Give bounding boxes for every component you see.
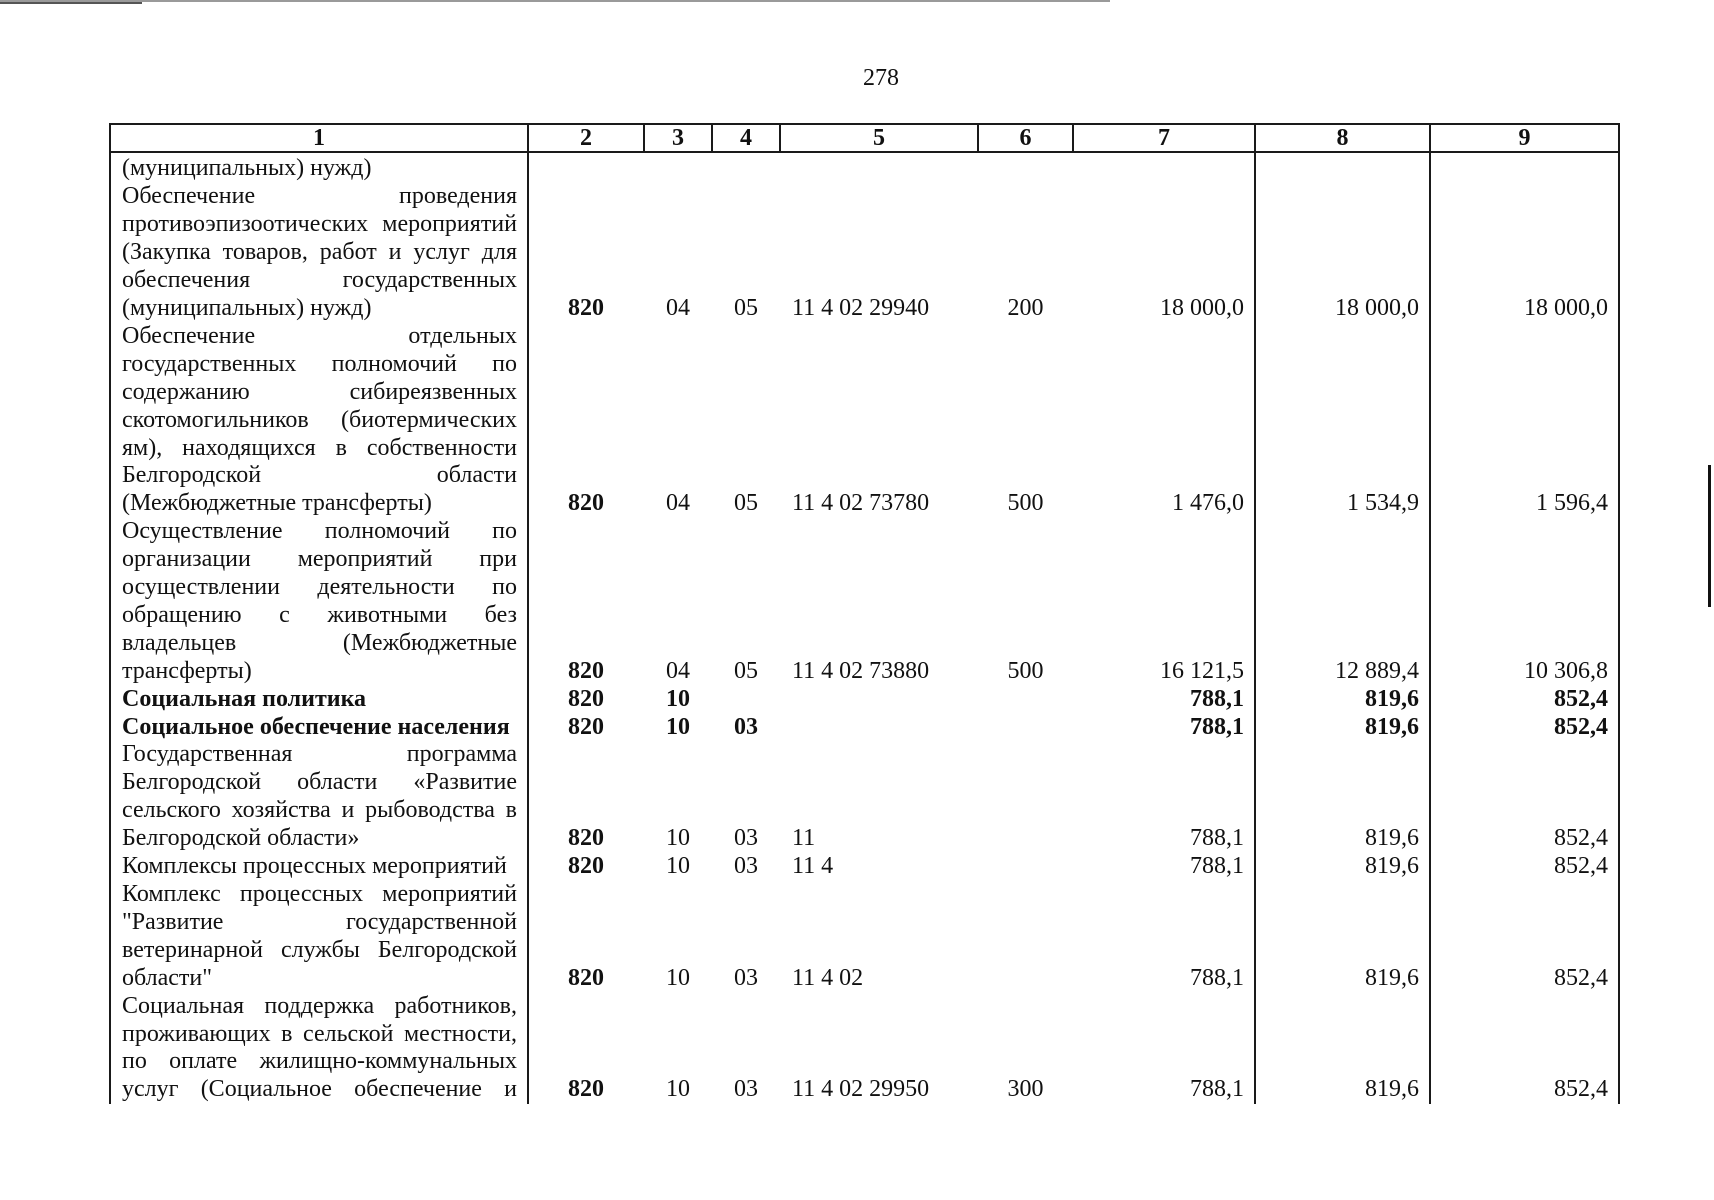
header-cell: 4 xyxy=(740,125,752,151)
target-article-cell: 11 4 02 73880 xyxy=(792,657,930,684)
amount-col7-cell: 788,1 xyxy=(1190,964,1244,991)
label-line: "Развитие государственной xyxy=(122,908,517,935)
header-cell: 5 xyxy=(873,125,885,151)
amount-col7-cell: 788,1 xyxy=(1190,685,1244,712)
label-line: владельцев (Межбюджетные xyxy=(122,629,517,656)
amount-col9-cell: 1 596,4 xyxy=(1536,490,1608,517)
label-line: Социальная поддержка работников, xyxy=(122,992,517,1019)
label-line: осуществлении деятельности по xyxy=(122,574,517,601)
subsection-code-cell: 03 xyxy=(734,964,758,991)
label-line: (Закупка товаров, работ и услуг для xyxy=(122,239,517,266)
section-code-cell: 10 xyxy=(666,853,690,880)
expense-type-cell xyxy=(978,825,1073,853)
ministry-code-cell: 820 xyxy=(568,685,604,712)
label-line: Социальная политика xyxy=(122,685,367,712)
ministry-code-cell: 820 xyxy=(568,490,604,517)
expense-type-cell: 200 xyxy=(1007,294,1044,321)
target-article-cell: 11 4 02 73780 xyxy=(792,490,930,517)
amount-col9-cell: 852,4 xyxy=(1554,713,1608,740)
header-cell: 2 xyxy=(580,125,592,151)
label-line: ветеринарной службы Белгородской xyxy=(122,936,517,963)
row-label xyxy=(110,741,528,853)
amount-col9-cell: 852,4 xyxy=(1554,853,1608,880)
table-row-section xyxy=(110,714,1619,742)
row-label xyxy=(110,714,528,742)
amount-col8-cell: 1 534,9 xyxy=(1347,490,1419,517)
table-row xyxy=(110,993,1619,1105)
amount-col7-cell: 16 121,5 xyxy=(1160,657,1244,684)
section-code-cell: 04 xyxy=(666,657,690,684)
subsection-code-cell: 05 xyxy=(734,294,758,321)
ministry-code-cell: 820 xyxy=(568,825,604,852)
label-line: (муниципальных) нужд) xyxy=(122,294,372,321)
amount-col8-cell: 819,6 xyxy=(1365,964,1419,991)
label-line: обеспечения государственных xyxy=(122,267,517,294)
row-label xyxy=(110,323,528,518)
subsection-code-cell: 03 xyxy=(734,825,758,852)
label-line: (Межбюджетные трансферты) xyxy=(122,490,432,517)
label-line: Комплексы процессных мероприятий xyxy=(122,853,507,880)
row-label xyxy=(110,853,528,881)
table-row xyxy=(110,323,1619,518)
amount-col7-cell: 18 000,0 xyxy=(1160,294,1244,321)
target-article-cell: 11 4 xyxy=(792,853,834,880)
label-line: Осуществление полномочий по xyxy=(122,518,517,545)
section-code-cell: 04 xyxy=(666,294,690,321)
subsection-code-cell: 03 xyxy=(734,713,758,740)
subsection-code-cell: 05 xyxy=(734,490,758,517)
scan-edge-mark xyxy=(1708,465,1711,607)
table-row xyxy=(110,155,1619,183)
header-cell: 1 xyxy=(313,125,325,151)
label-line: проживающих в сельской местности, xyxy=(122,1020,517,1047)
row-label xyxy=(110,155,528,183)
amount-col9-cell: 852,4 xyxy=(1554,964,1608,991)
amount-col9-cell: 852,4 xyxy=(1554,685,1608,712)
subsection-code-cell: 03 xyxy=(734,1076,758,1103)
label-line: Обеспечение отдельных xyxy=(122,322,517,349)
expense-type-cell xyxy=(978,686,1073,714)
header-cell: 9 xyxy=(1518,125,1531,151)
table-row xyxy=(110,881,1619,993)
expense-type-cell: 500 xyxy=(1007,490,1044,517)
label-line: организации мероприятий при xyxy=(122,546,517,573)
target-article-cell xyxy=(780,686,978,714)
row-label xyxy=(110,518,528,685)
section-code-cell: 10 xyxy=(666,825,690,852)
subsection-code-cell xyxy=(712,686,780,714)
amount-col7-cell: 788,1 xyxy=(1190,1076,1244,1103)
row-label xyxy=(110,183,528,323)
label-line: Комплекс процессных мероприятий xyxy=(122,881,517,907)
amount-col9-cell: 18 000,0 xyxy=(1524,294,1608,321)
label-line: ям), находящихся в собственности xyxy=(122,434,517,461)
amount-col8-cell: 819,6 xyxy=(1365,713,1419,740)
row-label xyxy=(110,881,528,993)
label-line: Белгородской области «Развитие xyxy=(122,769,517,796)
table-row xyxy=(110,741,1619,853)
target-article-cell: 11 4 02 29940 xyxy=(792,294,930,321)
label-line: Государственная программа xyxy=(122,741,517,768)
table-row xyxy=(110,853,1619,881)
ministry-code-cell: 820 xyxy=(568,294,604,321)
expense-type-cell xyxy=(978,853,1073,881)
row-label xyxy=(110,993,528,1105)
row-label xyxy=(110,686,528,714)
target-article-cell xyxy=(780,714,978,742)
expense-type-cell: 300 xyxy=(1007,1076,1044,1103)
amount-col8-cell: 18 000,0 xyxy=(1335,294,1419,321)
table-body xyxy=(110,155,1619,1104)
label-line: Белгородской области» xyxy=(122,825,360,852)
section-code-cell: 04 xyxy=(666,490,690,517)
expense-type-cell: 500 xyxy=(1007,657,1044,684)
amount-col8-cell: 819,6 xyxy=(1365,1076,1419,1103)
label-line: (муниципальных) нужд) xyxy=(122,155,372,182)
label-line: области" xyxy=(122,964,213,991)
amount-col7-cell: 788,1 xyxy=(1190,853,1244,880)
label-line: Белгородской области xyxy=(122,462,517,489)
header-cell: 7 xyxy=(1158,125,1170,151)
target-article-cell: 11 4 02 xyxy=(792,964,864,991)
label-line: обращению с животными без xyxy=(122,601,517,628)
label-line: скотомогильников (биотермических xyxy=(122,406,517,433)
amount-col8-cell: 12 889,4 xyxy=(1335,657,1419,684)
header-cell: 6 xyxy=(1019,125,1032,151)
table-row-section xyxy=(110,686,1619,714)
subsection-code-cell: 03 xyxy=(734,853,758,880)
header-cell: 8 xyxy=(1336,125,1349,151)
label-line: по оплате жилищно-коммунальных xyxy=(122,1048,517,1075)
expense-type-cell xyxy=(978,965,1073,993)
section-code-cell: 10 xyxy=(666,713,690,740)
amount-col9-cell: 852,4 xyxy=(1554,1076,1608,1103)
amount-col8-cell: 819,6 xyxy=(1365,685,1419,712)
label-line: Обеспечение проведения xyxy=(122,183,517,210)
ministry-code-cell: 820 xyxy=(568,1076,604,1103)
target-article-cell: 11 xyxy=(792,825,816,852)
amount-col7-cell: 788,1 xyxy=(1190,713,1244,740)
label-line: трансферты) xyxy=(122,657,252,684)
section-code-cell: 10 xyxy=(666,964,690,991)
expense-type-cell xyxy=(978,714,1073,742)
table-row xyxy=(110,183,1619,323)
scan-top-line xyxy=(0,0,1110,2)
scan-top-line-dark xyxy=(0,2,142,4)
target-article-cell: 11 4 02 29950 xyxy=(792,1076,930,1103)
ministry-code-cell: 820 xyxy=(568,713,604,740)
label-line: Социальное обеспечение населения xyxy=(122,713,510,740)
ministry-code-cell: 820 xyxy=(568,657,604,684)
page-number: 278 xyxy=(863,65,899,91)
label-line: сельского хозяйства и рыбоводства в xyxy=(122,797,517,824)
label-line: содержанию сибиреязвенных xyxy=(122,378,517,405)
amount-col7-cell: 1 476,0 xyxy=(1172,490,1244,517)
amount-col9-cell: 10 306,8 xyxy=(1524,657,1608,684)
header-cell: 3 xyxy=(672,125,684,151)
table-header xyxy=(110,124,1619,152)
label-line: государственных полномочий по xyxy=(122,350,517,377)
amount-col8-cell: 819,6 xyxy=(1365,825,1419,852)
amount-col8-cell: 819,6 xyxy=(1365,853,1419,880)
amount-col9-cell: 852,4 xyxy=(1554,825,1608,852)
section-code-cell: 10 xyxy=(666,685,690,712)
section-code-cell: 10 xyxy=(666,1076,690,1103)
label-line: услуг (Социальное обеспечение и xyxy=(122,1076,517,1103)
ministry-code-cell: 820 xyxy=(568,964,604,991)
ministry-code-cell: 820 xyxy=(568,853,604,880)
subsection-code-cell: 05 xyxy=(734,657,758,684)
table-row xyxy=(110,518,1619,685)
amount-col7-cell: 788,1 xyxy=(1190,825,1244,852)
label-line: противоэпизоотических мероприятий xyxy=(122,211,517,238)
